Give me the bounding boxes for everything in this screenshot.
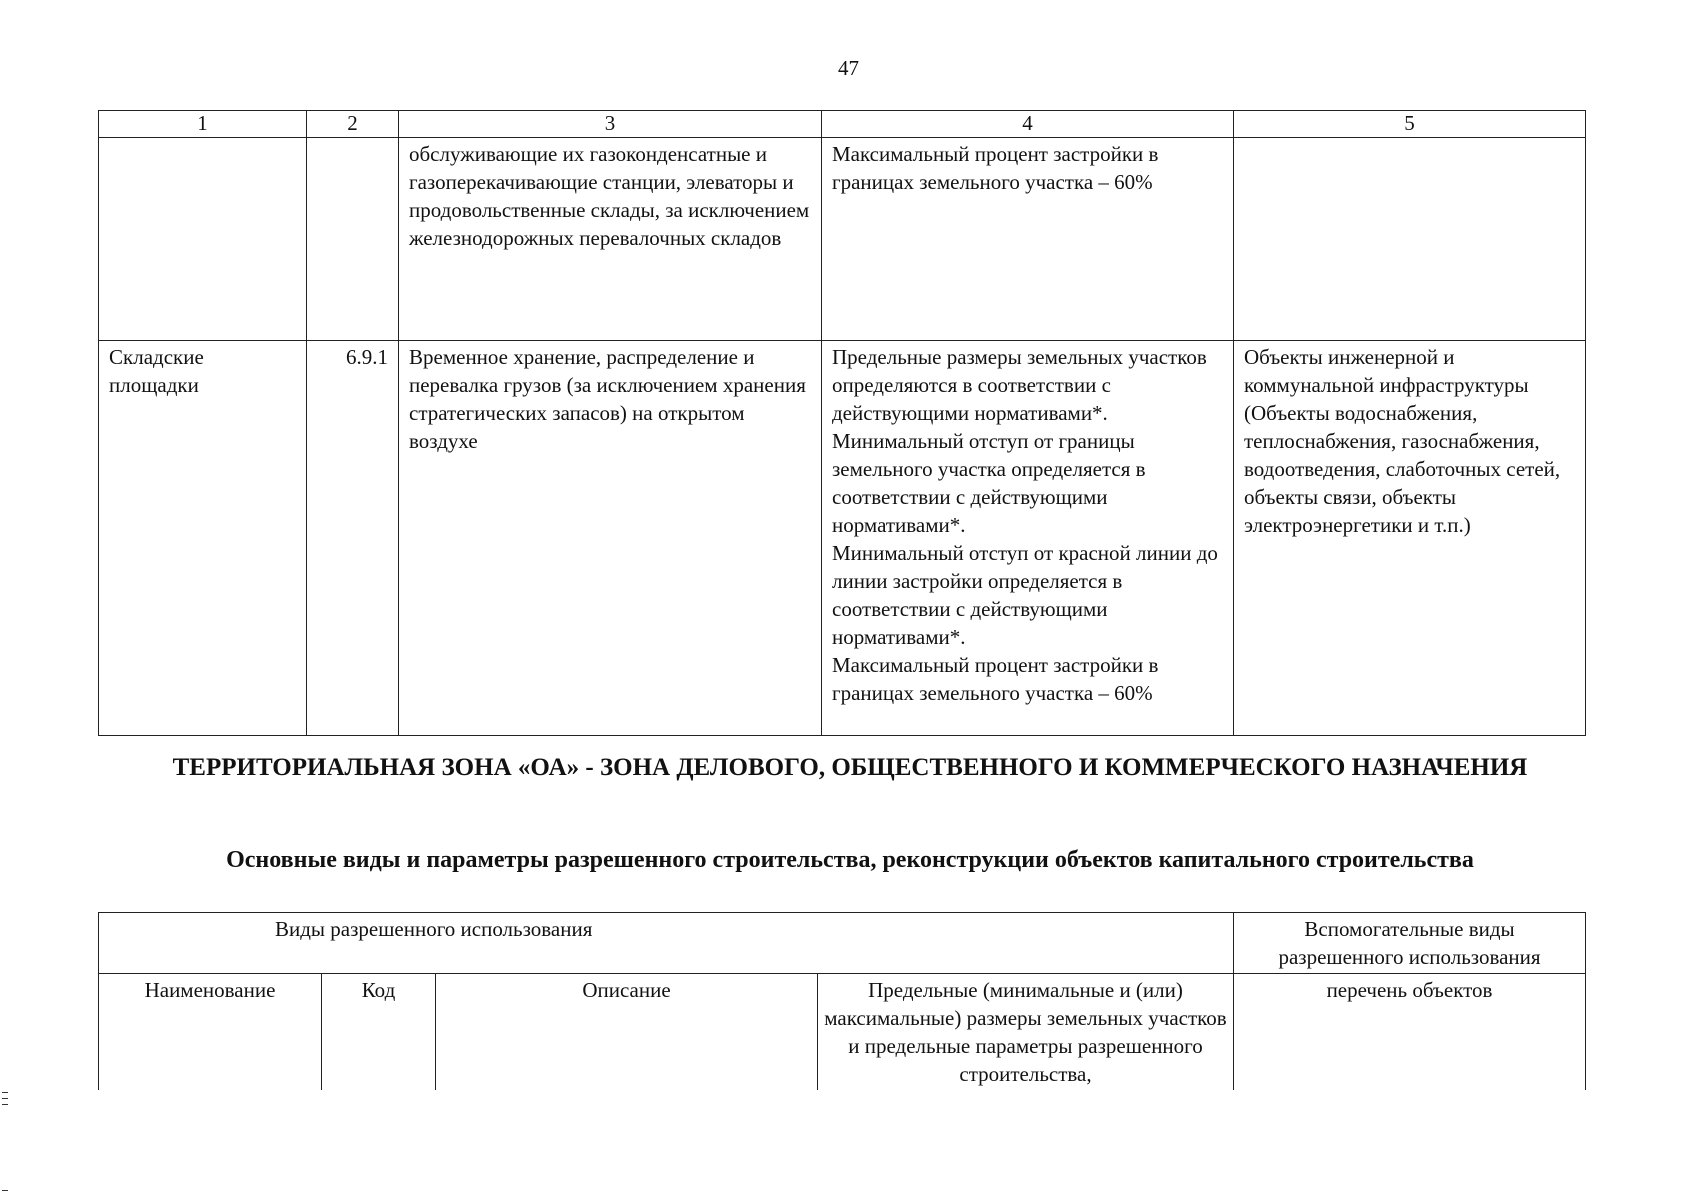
parameters-column-header: Предельные (минимальные и (или) максимальные) размеры земельных участков и предельные параметры разрешенного строительства, — [818, 974, 1234, 1091]
table-row — [99, 341, 1586, 736]
column-number: 4 — [822, 111, 1234, 138]
table-row — [99, 138, 1586, 341]
code-column-header: Код — [322, 974, 436, 1091]
use-description-cell: Временное хранение, распределение и перевалка грузов (за исключением хранения стратегических запасов) на открытом воздухе — [399, 341, 822, 736]
auxiliary-uses-header: Вспомогательные виды разрешенного использования — [1234, 913, 1586, 974]
column-number: 1 — [99, 111, 307, 138]
auxiliary-uses-cell: Объекты инженерной и коммунальной инфраструктуры (Объекты водоснабжения, теплоснабжения, газоснабжения, водоотведения, слаботочных сетей, объекты связи, объекты электроэнергетики и т.п.) — [1234, 341, 1586, 736]
use-description-cell: обслуживающие их газоконденсатные и газоперекачивающие станции, элеваторы и продовольственные склады, за исключением железнодорожных перевалочных складов — [399, 138, 822, 341]
scan-edge-mark — [2, 1098, 8, 1099]
use-name-cell: Складские площадки — [99, 341, 307, 736]
object-list-column-header: перечень объектов — [1234, 974, 1586, 1091]
page-number: 47 — [838, 56, 859, 80]
zone-title: ТЕРРИТОРИАЛЬНАЯ ЗОНА «ОА» - ЗОНА ДЕЛОВОГО, ОБЩЕСТВЕННОГО И КОММЕРЧЕСКОГО НАЗНАЧЕНИЯ — [172, 754, 1528, 781]
use-code-cell: 6.9.1 — [307, 341, 399, 736]
use-parameters-cell: Максимальный процент застройки в границах земельного участка – 60% — [822, 138, 1234, 341]
auxiliary-uses-cell — [1234, 138, 1586, 341]
scan-edge-mark — [2, 1104, 8, 1105]
permitted-use-table-header — [98, 912, 1586, 1090]
scan-edge-mark — [2, 1190, 8, 1191]
name-column-header: Наименование — [99, 974, 322, 1091]
column-number: 2 — [307, 111, 399, 138]
description-column-header: Описание — [436, 974, 818, 1091]
use-name-cell — [99, 138, 307, 341]
column-header-row — [99, 974, 1586, 1091]
scan-edge-mark — [2, 1092, 8, 1093]
permitted-use-table-continued — [98, 110, 1586, 736]
column-number: 3 — [399, 111, 822, 138]
permitted-use-group-header: Виды разрешенного использования — [99, 913, 1234, 974]
column-number: 5 — [1234, 111, 1586, 138]
use-code-cell — [307, 138, 399, 341]
group-header-row — [99, 913, 1586, 974]
column-number-row — [99, 111, 1586, 138]
section-subtitle: Основные виды и параметры разрешенного строительства, реконструкции объектов капитального строительства — [226, 847, 1474, 873]
use-parameters-cell: Предельные размеры земельных участков определяются в соответствии с действующими нормативами*. Минимальный отступ от границы земельного участка определяется в соответствии с действующими нормативами*. Минимальный отступ от красной линии до линии застройки определяется в соответствии с действующими нормативами*. Максимальный процент застройки в границах земельного участка – 60% — [822, 341, 1234, 736]
